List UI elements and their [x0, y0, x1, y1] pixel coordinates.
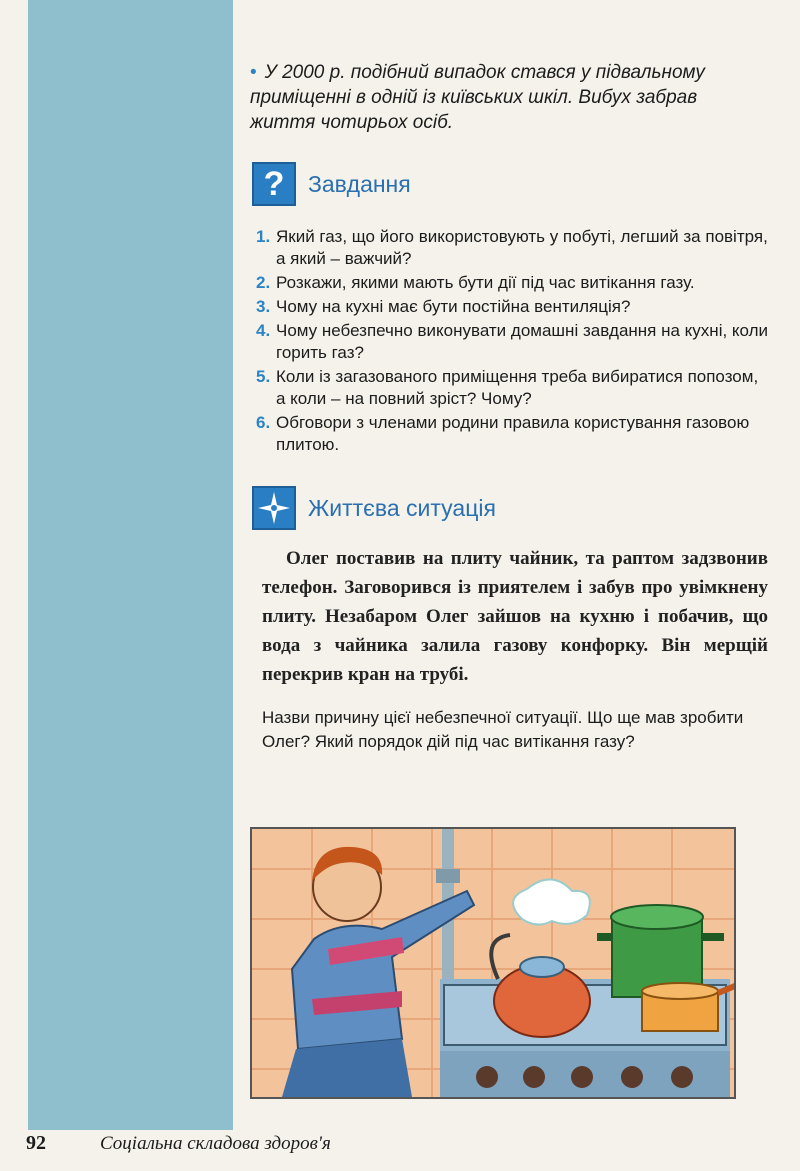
question-paragraph: Назви причину цієї небезпечної ситуації. Що ще мав зробити Олег? Який порядок дій під час витікання газу?: [262, 708, 744, 751]
intro-text: У 2000 р. подібний випадок стався у підвальному приміщенні в одній із київських шкіл. Вибух забрав життя чотирьох осіб.: [250, 62, 705, 133]
task-item: 6. Обговори з членами родини правила користування газовою плитою.: [256, 413, 750, 454]
compass-icon: [252, 486, 296, 530]
running-footer-title: Соціальна складова здоров'я: [100, 1133, 331, 1154]
question-icon: ?: [252, 162, 296, 206]
intro-paragraph: [250, 60, 765, 135]
task-item: 2. Розкажи, якими мають бути дії під час витікання газу.: [256, 273, 695, 292]
life-situation-header: [252, 484, 496, 532]
kitchen-illustration: [250, 827, 736, 1099]
page-number: 92: [26, 1132, 46, 1154]
story-paragraph: Олег поставив на плиту чайник, та раптом задзвонив телефон. Заговорився із приятелем і забув про увімкнену плиту. Незабаром Олег зайшов на кухню і побачив, що вода з чайника залила газову конфорку. Він мерщій перекрив кран на трубі.: [262, 548, 768, 685]
tasks-header: [252, 160, 411, 208]
tasks-title: Завдання: [308, 170, 411, 197]
task-item: 1. Який газ, що його використовують у побуті, легший за повітря, а який – важчий?: [256, 227, 768, 268]
task-item: 5. Коли із загазованого приміщення треба вибиратися попозом, а коли – на повний зріст? Чому?: [256, 367, 759, 408]
life-situation-title: Життєва ситуація: [308, 494, 496, 521]
task-item: 4. Чому небезпечно виконувати домашні завдання на кухні, коли горить газ?: [256, 321, 769, 362]
task-item: 3. Чому на кухні має бути постійна вентиляція?: [256, 297, 631, 316]
bullet: •: [250, 62, 257, 83]
left-color-band: [28, 0, 233, 1130]
tasks-list: [256, 226, 771, 458]
